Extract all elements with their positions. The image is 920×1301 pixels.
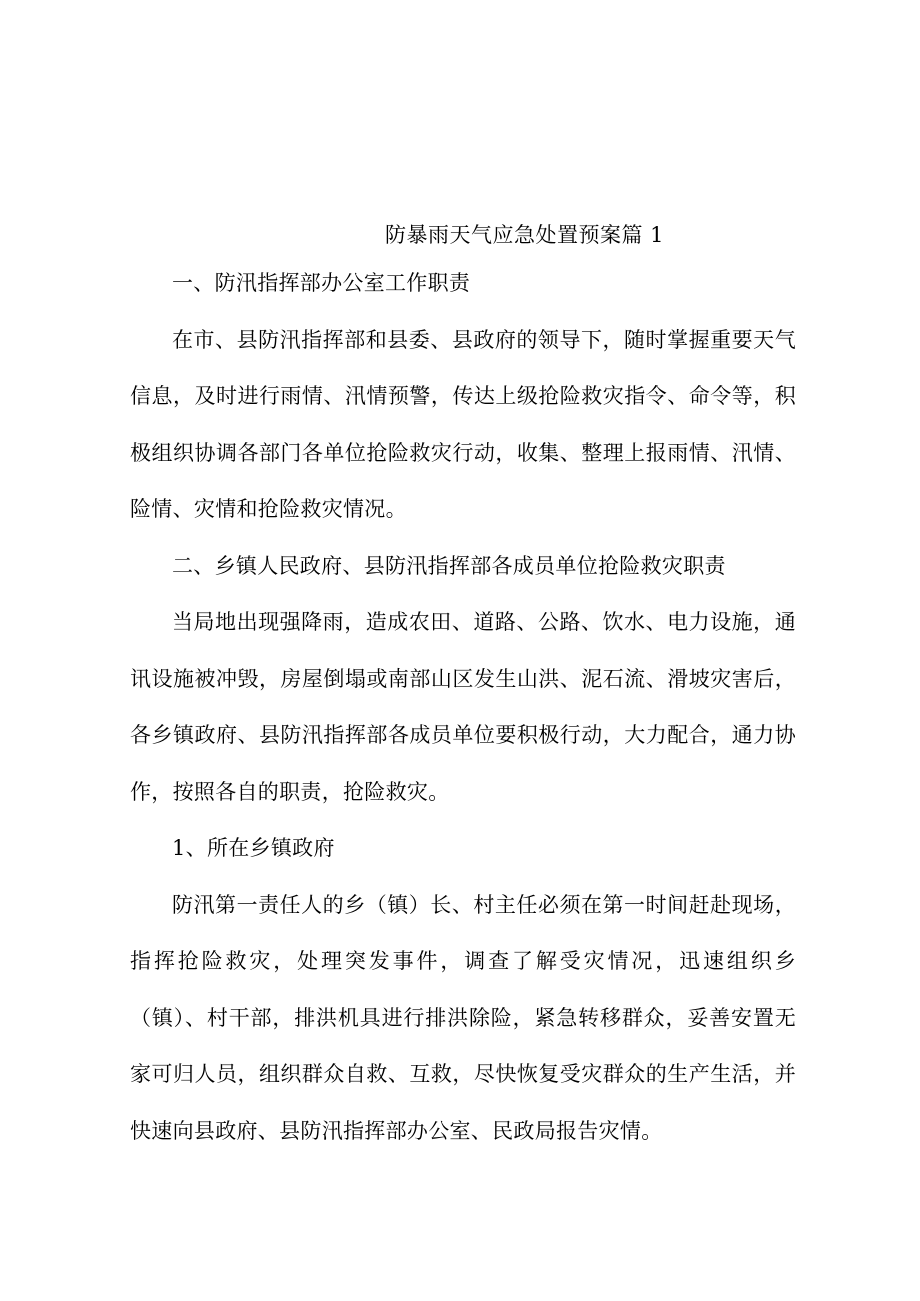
section-heading-3: 1、所在乡镇政府	[172, 836, 335, 860]
section-paragraph-1: 在市、县防汛指挥部和县委、县政府的领导下，随时掌握重要天气信息，及时进行雨情、汛情预警，传达上级抢险救灾指令、命令等，积极组织协调各部门各单位抢险救灾行动，收集、整理上报雨情、汛情、险情、灾情和抢险救灾情况。	[130, 327, 796, 521]
section-heading-1: 一、防汛指挥部办公室工作职责	[172, 271, 471, 295]
document-title: 防暴雨天气应急处置预案篇 1	[385, 223, 665, 247]
section-paragraph-2: 当局地出现强降雨，造成农田、道路、公路、饮水、电力设施，通讯设施被冲毁，房屋倒塌或南部山区发生山洪、泥石流、滑坡灾害后，各乡镇政府、县防汛指挥部各成员单位要积极行动，大力配合，通力协作，按照各自的职责，抢险救灾。	[130, 610, 796, 804]
document-body	[130, 255, 796, 1159]
section-heading-2: 二、乡镇人民政府、县防汛指挥部各成员单位抢险救灾职责	[172, 553, 726, 578]
section-paragraph-3: 防汛第一责任人的乡（镇）长、村主任必须在第一时间赶赴现场，指挥抢险救灾，处理突发事件，调查了解受灾情况，迅速组织乡（镇）、村干部，排洪机具进行排洪除险，紧急转移群众，妥善安置无家可归人员，组织群众自救、互救，尽快恢复受灾群众的生产生活，并快速向县政府、县防汛指挥部办公室、民政局报告灾情。	[130, 892, 796, 1143]
